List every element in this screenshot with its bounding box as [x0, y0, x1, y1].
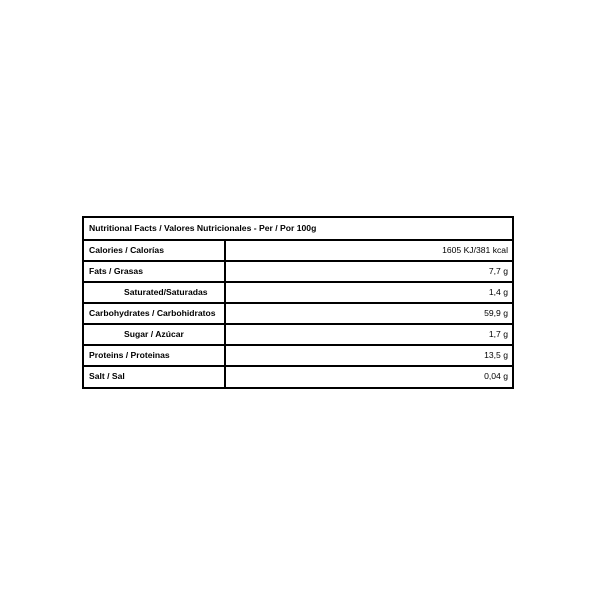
- row-label: Salt / Sal: [84, 367, 226, 387]
- row-label: Fats / Grasas: [84, 262, 226, 281]
- row-label: Carbohydrates / Carbohidratos: [84, 304, 226, 323]
- row-label: Calories / Calorías: [84, 241, 226, 260]
- row-sugar: [84, 325, 512, 346]
- row-value: 1,4 g: [488, 287, 508, 297]
- row-value: 0,04 g: [484, 371, 508, 381]
- row-salt: [84, 367, 512, 387]
- row-value: 59,9 g: [484, 308, 508, 318]
- nutrition-facts-table: [82, 216, 514, 389]
- row-label: Saturated/Saturadas: [84, 283, 226, 302]
- row-label: Proteins / Proteinas: [84, 346, 226, 365]
- row-saturated: [84, 283, 512, 304]
- row-value: 1605 KJ/381 kcal: [442, 245, 508, 255]
- row-fats: [84, 262, 512, 283]
- row-proteins: [84, 346, 512, 367]
- row-carbohydrates: [84, 304, 512, 325]
- row-value: 7,7 g: [488, 266, 508, 276]
- row-value: 1,7 g: [488, 329, 508, 339]
- row-label: Sugar / Azúcar: [84, 325, 226, 344]
- row-value: 13,5 g: [484, 350, 508, 360]
- row-calories: [84, 241, 512, 262]
- table-header: Nutritional Facts / Valores Nutricionales - Per / Por 100g: [84, 218, 512, 241]
